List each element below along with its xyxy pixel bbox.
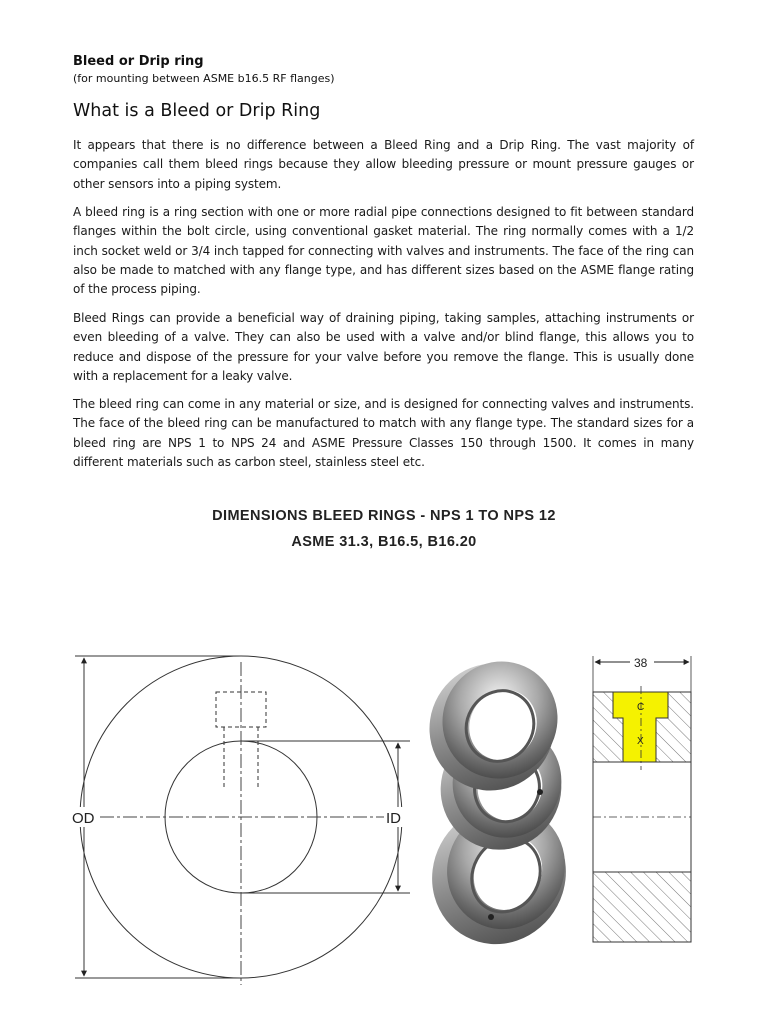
paragraph-4: The bleed ring can come in any material or size, and is designed for connecting valves and instruments. The face of the bleed ring can be manufactured to match with any flange type. The standard sizes for a bleed ring are NPS 1 to NPS 24 and ASME Pressure Classes 150 through 1500. It comes in many different materials such as carbon steel, stainless steel etc. (73, 397, 694, 469)
section-view-drawing (593, 656, 691, 942)
paragraph-2: A bleed ring is a ring section with one or more radial pipe connections designed to fit between standard flanges within the bolt circle, using conventional gasket material. The ring normally comes with a 1/2 inch socket weld or 3/4 inch tapped for connecting with valves and instruments. The face of the ring can also be made to matched with any flange type, and has different sizes based on the ASME flange rating of the process piping. (73, 205, 694, 297)
od-label: OD (72, 810, 95, 827)
paragraph-1: It appears that there is no difference between a Bleed Ring and a Drip Ring. The vast majority of companies call them bleed rings because they allow bleeding pressure or mount pressure gauges or other sensors into a piping system. (73, 138, 694, 191)
front-view-drawing (75, 656, 410, 985)
document-subtitle: (for mounting between ASME b16.5 RF flanges) (73, 72, 335, 85)
document-title: Bleed or Drip ring (73, 54, 204, 69)
x-label: X (637, 736, 644, 747)
bleed-rings-photo (406, 640, 590, 967)
dimensions-title: DIMENSIONS BLEED RINGS - NPS 1 TO NPS 12 (212, 508, 556, 524)
id-label: ID (386, 810, 401, 827)
paragraph-3: Bleed Rings can provide a beneficial way of draining piping, taking samples, attaching instruments or even bleeding of a valve. They can also be used with a valve and/or blind flange, this allows you to reduce and dispose of the pressure for your valve before you remove the flange. This is usually done with a replacement for a leaky valve. (73, 311, 694, 383)
width-label: 38 (634, 656, 648, 670)
section-heading: What is a Bleed or Drip Ring (73, 101, 321, 121)
c-label: C (637, 702, 645, 713)
dimensions-standards: ASME 31.3, B16.5, B16.20 (291, 534, 477, 550)
lower-section-hatch (593, 872, 691, 942)
